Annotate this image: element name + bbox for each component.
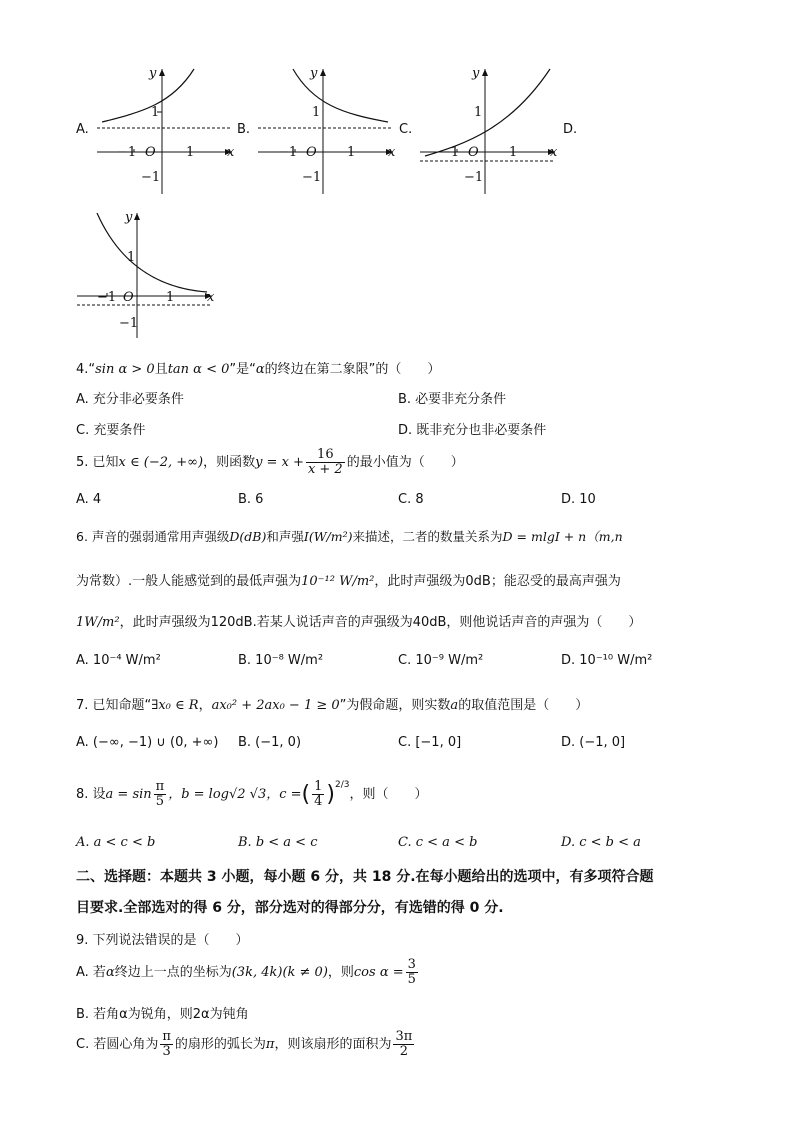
graph-a-y-label: y [149,66,157,81]
q5-fraction: $\frac{16}{x + 2}$ [307,447,343,477]
q8-option-d[interactable]: D. c < b < a [561,835,641,850]
graph-d-neg-one-y: −1 [119,316,139,331]
graph-b-neg-one-y: −1 [302,170,322,185]
graph-label-c: C. [399,122,413,137]
q9-option-b[interactable]: B. 若角α为锐角，则2α为钝角 [76,1007,249,1022]
q4-option-b[interactable]: B. 必要非充分条件 [398,392,507,407]
q8-a-fraction: $\frac{\pi}{5}$ [155,779,165,809]
graph-d-y-label: y [125,210,133,225]
q9-option-a[interactable]: A. 若α终边上一点的坐标为(3k, 4k)(k ≠ 0)，则cos α = $\frac{3}{5}$ [76,957,416,987]
graph-b [253,64,403,204]
graph-c-y-label: y [472,66,480,81]
q5-stem: 5. 已知x ∈ (−2, +∞)，则函数y = x + $\frac{16}{x + 2}$ 的最小值为（ ） [76,447,464,477]
graph-a-neg-one-y: −1 [141,170,161,185]
graph-a-x-label: x [227,145,235,160]
q5-option-c[interactable]: C. 8 [398,492,424,507]
q5-option-b[interactable]: B. 6 [238,492,264,507]
graph-label-d: D. [563,122,578,137]
graph-b-x-label: x [388,145,396,160]
graph-label-b: B. [237,122,251,137]
q6-option-b[interactable]: B. 10⁻⁸ W/m² [238,653,324,668]
q6-option-c[interactable]: C. 10⁻⁹ W/m² [398,653,484,668]
q7-option-a[interactable]: A. (−∞, −1) ∪ (0, +∞) [76,735,219,750]
q6-line-2: 为常数）.一般人能感觉到的最低声强为10⁻¹² W/m²，此时声强级为0dB；能忍受的最高声强为 [76,574,621,589]
graph-c [415,64,565,204]
q8-stem: 8. 设a = sin $\frac{\pi}{5}$ ，b = log√2 √3，c =( $\frac{1}{4}$ )$^{2/3}$，则（ ） [76,779,428,809]
q4-option-c[interactable]: C. 充要条件 [76,423,146,438]
q9-option-c[interactable]: C. 若圆心角为 $\frac{\pi}{3}$ 的扇形的弧长为π，则该扇形的面积为 $\frac{3\pi}{2}$ [76,1029,413,1059]
graph-c-x-label: x [550,145,558,160]
graph-label-a: A. [76,122,89,137]
graph-d [72,208,222,348]
q4-option-a[interactable]: A. 充分非必要条件 [76,392,184,407]
graph-d-one-y: 1 [127,250,136,265]
graph-b-y-label: y [310,66,318,81]
q4-option-d[interactable]: D. 既非充分也非必要条件 [398,423,547,438]
q5-option-d[interactable]: D. 10 [561,492,596,507]
q9-stem: 9. 下列说法错误的是（ ） [76,933,249,948]
graph-c-one-y: 1 [474,105,483,120]
q9-c-area-fraction: $\frac{3\pi}{2}$ [395,1029,413,1059]
q6-line-1: 6. 声音的强弱通常用声强级D(dB)和声强I(W/m²)来描述，二者的数量关系为D = mlgI + n（m,n [76,529,623,544]
q8-option-b[interactable]: B. b < a < c [238,835,318,850]
graph-b-neg-one-x: −1 [278,145,298,160]
section-2-heading-line-1: 二、选择题：本题共 3 小题，每小题 6 分，共 18 分.在每小题给出的选项中，有多项符合题 [76,869,654,885]
q6-option-a[interactable]: A. 10⁻⁴ W/m² [76,653,161,668]
q8-c-fraction: $\frac{1}{4}$ [314,779,323,809]
graph-d-x-label: x [207,290,215,305]
q9-c-angle-fraction: $\frac{\pi}{3}$ [162,1029,171,1059]
graph-a-one-y: 1 [151,105,160,120]
q8-option-a[interactable]: A. a < c < b [76,835,156,850]
q9-a-fraction: $\frac{3}{5}$ [407,957,416,987]
graph-c-neg-one-y: −1 [464,170,484,185]
graph-a-neg-one-x: −1 [117,145,137,160]
graph-c-one-x: 1 [509,145,518,160]
q6-option-d[interactable]: D. 10⁻¹⁰ W/m² [561,653,653,668]
graph-a-origin: O [145,145,156,160]
graph-d-origin: O [123,290,134,305]
graph-c-neg-one-x: −1 [440,145,460,160]
q7-option-b[interactable]: B. (−1, 0) [238,735,302,750]
section-2-heading-line-2: 目要求.全部选对的得 6 分，部分选对的得部分分，有选错的得 0 分. [76,900,504,916]
graph-a-one-x: 1 [186,145,195,160]
graph-d-one-x: 1 [166,290,175,305]
q7-stem: 7. 已知命题“∃x₀ ∈ R，ax₀² + 2ax₀ − 1 ≥ 0”为假命题，则实数a的取值范围是（ ） [76,698,589,713]
graph-a [92,64,242,204]
q7-option-c[interactable]: C. [−1, 0] [398,735,462,750]
graph-b-origin: O [306,145,317,160]
q6-line-3: 1W/m²，此时声强级为120dB.若某人说话声音的声强级为40dB，则他说话声音的声强为（ ） [76,615,642,630]
graph-b-one-x: 1 [347,145,356,160]
graph-b-one-y: 1 [312,105,321,120]
q4-stem: 4.“sin α > 0且tan α < 0”是“α的终边在第二象限”的（ ） [76,362,441,377]
graph-d-neg-one-x: −1 [97,290,117,305]
q8-option-c[interactable]: C. c < a < b [398,835,478,850]
q7-option-d[interactable]: D. (−1, 0] [561,735,626,750]
q5-option-a[interactable]: A. 4 [76,492,102,507]
graph-c-origin: O [468,145,479,160]
